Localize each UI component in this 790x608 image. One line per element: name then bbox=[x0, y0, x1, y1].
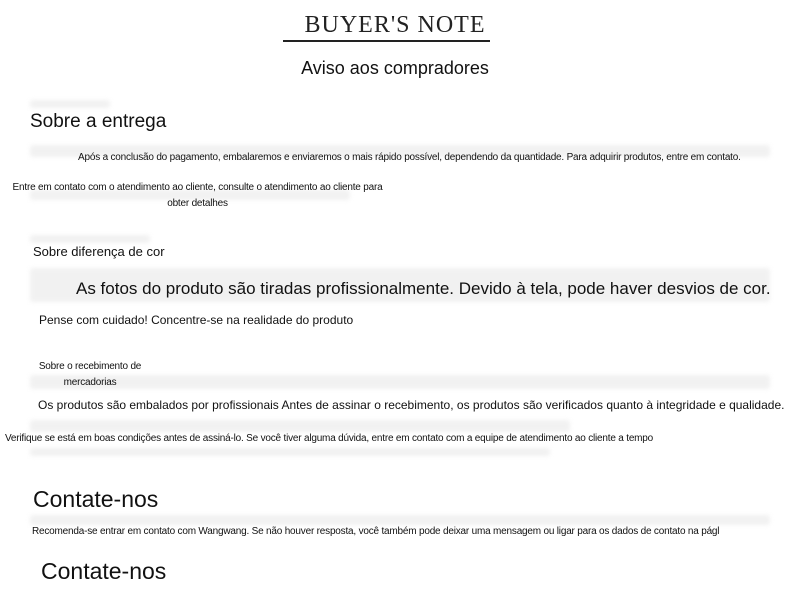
color-heading: Sobre diferença de cor bbox=[33, 244, 165, 259]
delivery-heading: Sobre a entrega bbox=[30, 111, 167, 132]
receipt-heading: Sobre o recebimento de mercadorias bbox=[38, 361, 142, 388]
receipt-text-2: Verifique se está em boas condições antes de assiná-lo. Se você tiver alguma dúvida, entre em contato com a equipe de atendimento ao cliente a tempo bbox=[5, 433, 654, 444]
receipt-text-1: Os produtos são embalados por profissionais Antes de assinar o recebimento, os produtos são verificados quanto à integridade e qualidade. bbox=[38, 398, 785, 412]
delivery-text-1: Após a conclusão do pagamento, embalaremos e enviaremos o mais rápido possível, dependendo da quantidade. Para adquirir produtos, entre em contato. bbox=[78, 152, 741, 163]
delivery-text-2: Entre em contato com o atendimento ao cliente, consulte o atendimento ao cliente para obter detalhes bbox=[12, 182, 383, 209]
contact-text: Recomenda-se entrar em contato com Wangwang. Se não houver resposta, você também pode deixar uma mensagem ou ligar para os dados de contato na págl bbox=[32, 526, 720, 537]
page-subtitle: Aviso aos compradores bbox=[301, 58, 489, 78]
background-smudge bbox=[30, 420, 570, 432]
color-text-2: Pense com cuidado! Concentre-se na realidade do produto bbox=[39, 313, 354, 327]
title-divider bbox=[283, 40, 490, 42]
background-smudge bbox=[30, 515, 770, 525]
contact-heading: Contate-nos bbox=[33, 486, 159, 512]
contact-footer-heading: Contate-nos bbox=[41, 558, 167, 584]
background-smudge bbox=[30, 448, 550, 456]
color-text-1: As fotos do produto são tiradas profissionalmente. Devido à tela, pode haver desvios de cor. bbox=[76, 279, 771, 298]
background-smudge bbox=[30, 100, 110, 108]
background-smudge bbox=[30, 235, 150, 243]
page-title: BUYER'S NOTE bbox=[304, 12, 486, 38]
